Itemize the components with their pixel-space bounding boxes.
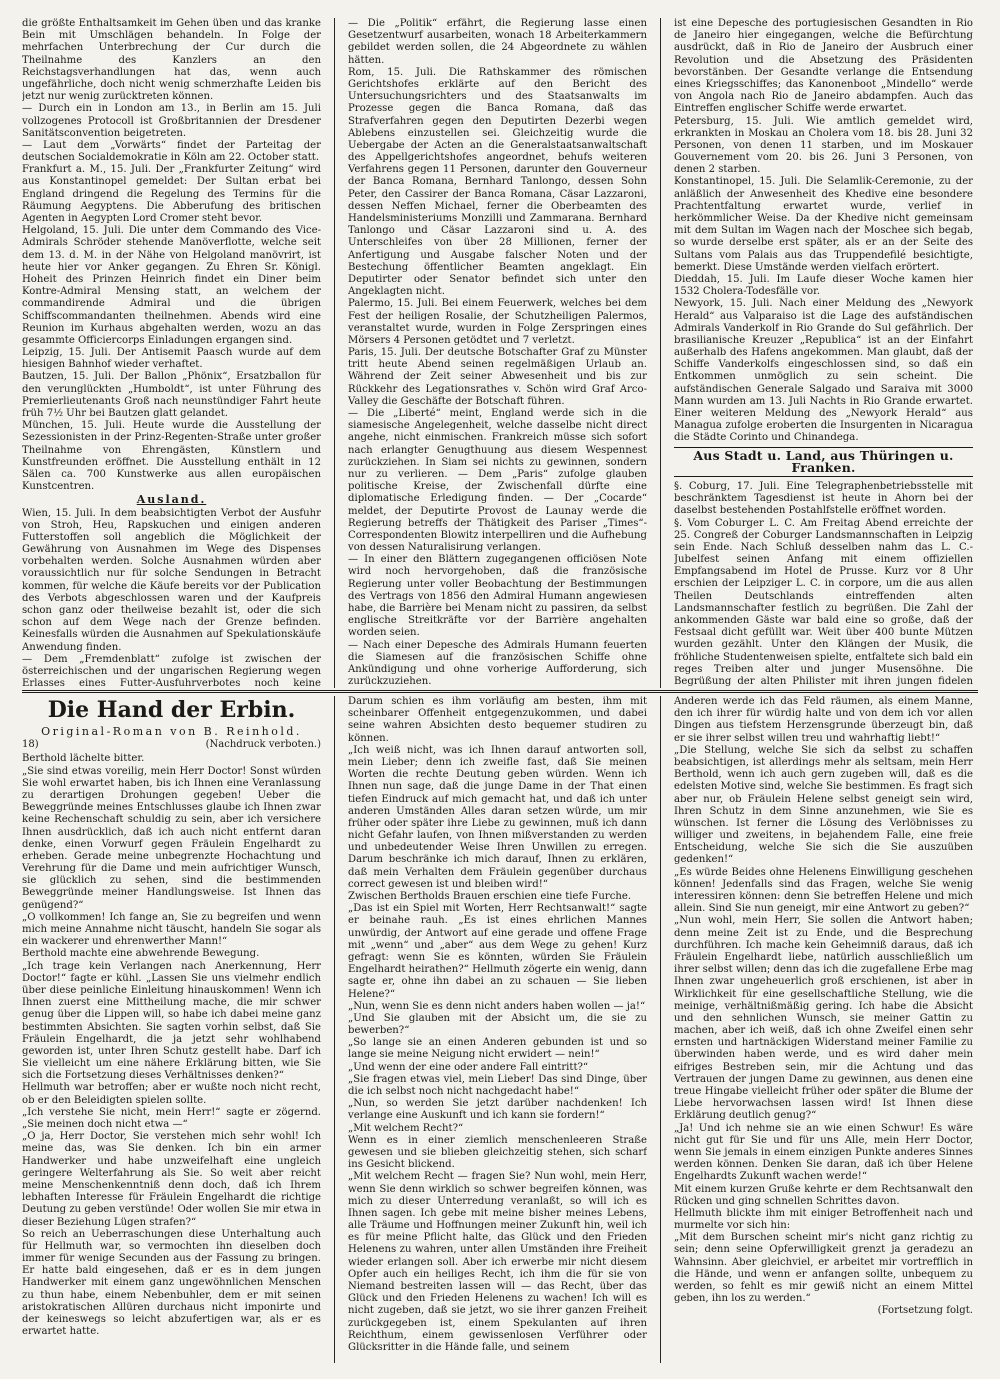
paragraph: Rom, 15. Juli. Die Rathskammer des römischen Gerichtshofes erklärte auf den Bericht des Untersuchungsrichters und des Staatsanwalts im Prozesse gegen die Banca Romana, daß das Strafverfahren gegen den Deputirten Dezerbi wegen Ablebens einzustellen sei. Gleichzeitig wurde die Uebergabe der Acten an die Generalstaatsanwaltschaft des Appellgerichtshofes angeordnet, behufs weiteren Verfahrens gegen 11 Personen, darunter den Gouverneur der Banca Romana, Bernhard Tanlongo, dessen Sohn Peter, den Cassirer der Banca Romana, Cäsar Lazzaroni, dessen Neffen Michael, ferner die Oberbeamten des Handelsministeriums Monzilli und Zammarana. Bernhard Tanlongo und Cäsar Lazzaroni sind u. A. des Unterschleifes von über 28 Millionen, ferner der Anfertigung und Ausgabe falscher Noten und der Bestechung öffentlicher Beamten angeklagt. Ein Deputirter oder Senator befindet sich unter den Angeklagten nicht.	[348, 66, 647, 298]
paragraph: „Ja! Und ich nehme sie an wie einen Schwur! Es wäre nicht gut für Sie und für uns Alle, mein Herr Doctor, wenn Sie jemals in einem einzigen Punkte anderes Sinnes werden können. Denken Sie daran, daß ich über Helene Engelhardts Zukunft wachen werde!“	[674, 1122, 973, 1183]
paragraph: — In einer den Blättern zugegangenen officiösen Note wird noch hervorgehoben, daß die französische Regierung unter voller Beobachtung der Bestimmungen des Vertrags von 1856 den Admiral Humann angewiesen habe, die Barrière bei Menam nicht zu passiren, da selbst englische Streitkräfte vor der Barrière angehalten worden seien.	[348, 554, 647, 639]
news-column-2	[348, 18, 647, 688]
paragraph: Wien, 15. Juli. In dem beabsichtigten Verbot der Ausfuhr von Stroh, Heu, Rapskuchen und einigen anderen Futterstoffen soll angeblich die Möglichkeit der Gewährung von Ausnahmen im Wege des Dispenses vorbehalten werden. Solche Ausnahmen würden aber voraussichtlich nur für solche Sendungen in Betracht kommen, für welche die Käufe bereits vor der Publication des Verbots abgeschlossen waren und der Kaufpreis schon ganz oder theilweise bezahlt ist, oder die sich schon auf dem Wege nach der Grenze befinden. Keinesfalls würden die Ausnahmen auf Spekulationskäufe Anwendung finden.	[22, 507, 321, 653]
paragraph: „Sie fragen etwas viel, mein Lieber! Das sind Dinge, über die ich selbst noch nicht nachgedacht habe!“	[348, 1073, 647, 1097]
paragraph: „Ich verstehe Sie nicht, mein Herr!“ sagte er zögernd. „Sie meinen doch nicht etwa —“	[22, 1106, 321, 1130]
paragraph: Zwischen Bertholds Brauen erschien eine tiefe Furche.	[348, 891, 632, 902]
paragraph: „Das ist ein Spiel mit Worten, Herr Rechtsanwalt!“ sagte er beinahe rauh. „Es ist eines ehrlichen Mannes unwürdig, der Antwort auf eine gerade und offene Frage mit „wenn“ und „aber“ aus dem Wege zu gehen! Kurz gefragt: wenn Sie es könnten, würden Sie Fräulein Engelhardt heirathen?“ Hellmuth zögerte ein wenig, dann sagte er, ohne ihn dabei an zu schauen — Sie lieben Helene?“	[348, 903, 647, 1000]
paragraph: Mit einem kurzen Gruße kehrte er dem Rechtsanwalt den Rücken und ging schnellen Schrittes davon.	[674, 1183, 973, 1207]
paragraph: „Ich weiß nicht, was ich Ihnen darauf antworten soll, mein Lieber; denn ich zweifle fast, daß Sie meinen Worten die rechte Deutung geben würden. Wenn ich Ihnen nun sage, daß die junge Dame in der That einen tiefen Eindruck auf mich gemacht hat, und daß ich unter anderen Umständen Alles daran setzen würde, um mir früher oder später ihre Liebe zu gewinnen, muß ich dann nicht Gefahr laufen, von Ihnen mißverstanden zu werden und unbedeutender Weise Ihren Unwillen zu erregen. Darum beschränke ich mich darauf, Ihnen zu erklären, daß mein Verhalten dem Fräulein gegenüber durchaus correct gewesen ist und bleiben wird!“	[348, 744, 647, 890]
paragraph: „Mit dem Burschen scheint mir's nicht ganz richtig zu sein; denn seine Opferwilligkeit grenzt ja geradezu an Wahnsinn. Aber gleichviel, er arbeitet mir vortrefflich in die Hände, und wenn er anfangen sollte, unbequem zu werden, so fehlt es mir gewiß nicht an einem Mittel geben, ihn los zu werden.“	[674, 1232, 973, 1305]
feuilleton-section	[22, 696, 978, 1361]
paragraph: So reich an Ueberraschungen diese Unterhaltung auch für Hellmuth war, so vermochten ihn dieselben doch immer für wenige Secunden aus der Fassung zu bringen. Er hatte bald eingesehen, daß er es in dem jungen Handwerker mit einem ganz ungewöhnlichen Menschen zu thun habe, einem Nebenbuhler, dem er mit seinen aristokratischen Allüren durchaus nicht imponirte und der keineswegs so leicht abzufertigen war, als er es erwartet hatte.	[22, 1228, 321, 1338]
paragraph: „Und wenn der eine oder andere Fall eintritt?“	[348, 1061, 589, 1073]
paragraph: „Mit welchem Recht — fragen Sie? Nun wohl, mein Herr, wenn Sie denn wirklich so schwer begreifen können, was mich zu dieser Unterredung veranlaßt, so will ich es Ihnen sagen. Ich gebe mit meine bisher meines Lebens, alle Träume und Hoffnungen meiner Zukunft hin, weil ich es für meine Pflicht halte, das Glück und den Frieden Helenens zu wahren, unter allen Umständen ihre Freiheit wieder erlangen soll. Aber ich erwerbe mir nicht diesem Opfer auch ein heiliges Recht, ich ihm die für sie von Niemand bestreiten lassen will — das Recht, über das Glück und den Frieden Helenens zu wachen! Ich will es nicht zugeben, daß sie jetzt, wo sie ihrer ganzen Freiheit zurückgegeben ist, einem Spekulanten auf ihren Reichthum, einem gewissenlosen Verführer oder Glücksritter in die Hände falle, und seinem	[348, 1171, 647, 1353]
paragraph: „Nun, so werden Sie jetzt darüber nachdenken! Ich verlange eine Auskunft und ich kann sie fordern!“	[348, 1098, 647, 1122]
paragraph: Berthold machte eine abwehrende Bewegung.	[22, 948, 260, 960]
column-rule	[334, 18, 335, 688]
news-section	[22, 18, 978, 688]
paragraph: Leipzig, 15. Juli. Der Antisemit Paasch wurde auf dem hiesigen Bahnhof wieder verhaftet.	[22, 347, 321, 371]
column-rule	[660, 696, 661, 1363]
paragraph: Hellmuth blickte ihm mit einiger Betroffenheit nach und murmelte vor sich hin:	[674, 1207, 973, 1232]
installment-number: 18)	[22, 739, 39, 751]
news-column-3	[674, 18, 973, 688]
paragraph: „Sie sind etwas voreilig, mein Herr Doctor! Sonst würden Sie wohl erwartet haben, bis ich Ihnen eine Veranlassung zu derartigen Drohungen gegeben! Ueber die Beweggründe meines Entschlusses glaube ich Ihnen zwar keine Rechenschaft schuldig zu sein, aber ich versichere Ihnen ausdrücklich, daß ich auch nicht entfernt daran denke, einen Vorwurf gegen Fräulein Engelhardt zu erheben. Gerade meine unbegrenzte Hochachtung und Verehrung für die Dame und mein aufrichtiger Wunsch, sie glücklich zu sehen, sind die bestimmenden Beweggründe meiner Handlungsweise. Ist Ihnen das genügend?“	[22, 765, 321, 911]
continuation-note: (Fortsetzung folgt.	[877, 1305, 973, 1317]
paragraph: Paris, 15. Juli. Der deutsche Botschafter Graf zu Münster tritt heute Abend seinen regelmäßigen Urlaub an. Während der Zeit seiner Abwesenheit und bis zur Rückkehr des Legationsrathes v. Schön wird Graf Arco-Valley die Geschäfte der Botschaft führen.	[348, 347, 647, 407]
paragraph: „Nun wohl, mein Herr, Sie sollen die Antwort haben; denn meine Zeit ist zu Ende, und die Besprechung durchführen. Ich mache kein Geheimniß daraus, daß ich Fräulein Engelhardt liebe, natürlich ausschließlich um ihrer selbst willen; denn das ich die zugefallene Erbe mag Ihnen zwar ungeheuerlich groß erschienen, ist aber in Wirklichkeit für eine gesellschaftliche Stellung, wie die meinige, verhältnißmäßig gering. Ich habe die Absicht und den sehnlichen Wunsch, sie meiner Gattin zu machen, aber ich weiß, daß ich ohne Zweifel einen sehr ernsten und hartnäckigen Widerstand meiner Familie zu überwinden haben werde, und es wird daher mein eifriges Bestreben sein, mir die Achtung und das Vertrauen der jungen Dame zu gewinnen, aus denen eine treue Hingabe vielleicht früher oder später die Blume der Liebe hervorwachsen lassen wird! Ist Ihnen diese Erklärung deutlich genug?“	[674, 915, 973, 1122]
paragraph: Anderen werde ich das Feld räumen, als einem Manne, den ich ihrer für würdig halte und von dem ich vor allen Dingen aus tiefstem Herzensgrunde überzeugt bin, daß er sie ihrer selbst willen treu und wahrhaftig liebt!“	[674, 696, 973, 744]
paragraph: Hellmuth war betroffen; aber er wußte noch nicht recht, ob er den Beleidigten spielen sollte.	[22, 1082, 321, 1106]
paragraph: „Die Stellung, welche Sie sich da selbst zu schaffen beabsichtigen, ist allerdings mehr als seltsam, mein Herr Berthold, wenn ich auch gern zugeben will, daß es die edelsten Motive sind, welche Sie bestimmen. Es fragt sich aber nur, ob Fräulein Helene selbst geneigt sein wird, Ihren Schutz in dem Sinne anzunehmen, wie Sie es wünschen. Ist ferner die Lösung des Verlöbnisses zu williger und zweitens, in bejahendem Falle, eine freie Entscheidung, welche Sie sich die Sie auszuüben gedenken!“	[674, 744, 973, 866]
section-heading-local: Aus Stadt u. Land, aus Thüringen u. Franken.	[674, 447, 973, 477]
section-heading-ausland: Ausland.	[136, 493, 207, 507]
paragraph: — Durch ein in London am 13., in Berlin am 15. Juli vollzogenes Protocoll ist Großbritannien der Dresdener Sanitätsconvention beigetreten.	[22, 103, 321, 139]
novel-column-1	[22, 696, 321, 1361]
paragraph: die größte Enthaltsamkeit im Gehen üben und das kranke Bein mit Umschlägen behandeln. In Folge der mehrfachen Unterbrechung der Cur durch die Theilnahme des Kanzlers an den Reichstagsverhandlungen hat das, wenn auch ungefährliche, doch nicht wenig schmerzhafte Leiden bis jetzt nur wenig zurücktreten können.	[22, 18, 321, 103]
paragraph: Palermo, 15. Juli. Bei einem Feuerwerk, welches bei dem Fest der heiligen Rosalie, der Schutzheiligen Palermos, veranstaltet wurde, wurden in Folge Zerspringen eines Mörsers 4 Personen getödtet und 7 verletzt.	[348, 298, 647, 346]
paragraph: — Die „Politik“ erfährt, die Regierung lasse einen Gesetzentwurf ausarbeiten, wonach 18 Arbeiterkammern gebildet werden sollen, die 24 Abgeordnete zu wählen hätten.	[348, 18, 647, 66]
paragraph: §. Coburg, 17. Juli. Eine Telegraphenbetriebsstelle mit beschränktem Tagesdienst ist heute in Ahorn bei der daselbst bestehenden Postahlfstelle eröffnet worden.	[674, 480, 973, 517]
paragraph: Konstantinopel, 15. Juli. Die Selamlik-Ceremonie, zu der anläßlich der Anwesenheit des Khedive eine besondere Prachtentfaltung erwartet wurde, verlief in herkömmlicher Weise. Da der Khedive nicht gemeinsam mit dem Sultan im Wagen nach der Moschee sich begab, so wurde derselbe erst später, als er an der Seite des Sultans vom Palais aus das Truppendefilé besichtigte, bemerkt. Diese Umstände werden vielfach erörtert.	[674, 176, 973, 273]
paragraph: Helgoland, 15. Juli. Die unter dem Commando des Vice-Admirals Schröder stehende Manöverflotte, welche seit dem 13. d. M. in der Nähe von Helgoland manövrirt, ist heute hier vor Anker gegangen. Zu Ehren Sr. Königl. Hoheit des Prinzen Heinrich findet ein Diner beim Kontre-Admiral Mensing statt, an welchem der commandirende Admiral und die übrigen Schiffscommandanten theilnehmen. Abends wird eine Reunion im Kurhaus abgehalten werden, wozu an das gesammte Officiercorps Einladungen ergangen sind.	[22, 225, 321, 346]
paragraph: ist eine Depesche des portugiesischen Gesandten in Rio de Janeiro hier eingegangen, welche die Befürchtung ausdrückt, daß in Rio de Janeiro der Ausbruch einer Revolution und die Absetzung des Präsidenten bevorstänben. Der Gesandte verlange die Entsendung eines Kriegsschiffes; das Kanonenboot „Mindello“ werde von Angola nach Rio de Janeiro abdampfen. Auch das Eintreffen englischer Schiffe werde erwartet.	[674, 18, 973, 115]
paragraph: „Mit welchem Recht?“	[348, 1122, 464, 1134]
paragraph: Wenn es in einer ziemlich menschenleeren Straße gewesen und sie blieben gleichzeitig stehen, sich scharf ins Gesicht blickend.	[348, 1134, 647, 1171]
paragraph: „Es würde Beides ohne Helenens Einwilligung geschehen können! Jedenfalls sind das Fragen, welche Sie wenig interessiren können: denn Sie betreffen Helene und mich allein. Sind Sie nun geneigt, mir eine Antwort zu geben?“	[674, 866, 973, 915]
feuilleton-divider	[22, 690, 978, 693]
paragraph: München, 15. Juli. Heute wurde die Ausstellung der Sezessionisten in der Prinz-Regenten-Straße unter großer Theilnahme von Ehrengästen, Künstlern und Kunstfreunden eröffnet. Die Ausstellung enthält in 12 Sälen ca. 700 Kunstwerke aus allen europäischen Kunstcentren.	[22, 420, 321, 493]
column-rule	[660, 18, 661, 688]
newspaper-page	[22, 18, 978, 1363]
paragraph: „Ich trage kein Verlangen nach Anerkennung, Herr Doctor!“ fagte er kühl. „Lassen Sie uns vielmehr endlich über diese peinliche Einleitung hinauskommen! Wenn ich Ihnen zuerst eine Mittheilung mache, die mir schwer genug über die Lippen will, so habe ich dabei meine ganz bestimmten Absichten. Sie sagten vorhin selbst, daß Sie Fräulein Engelhardt, die ja jetzt sehr wohlhabend geworden ist, unter Ihren Schutz gestellt habe. Darf ich Sie vielleicht um eine nähere Erklärung bitten, wie Sie sich die Fortsetzung dieses Verhältnisses denken?“	[22, 960, 321, 1082]
novel-column-3	[674, 696, 973, 1361]
novel-column-2	[348, 696, 647, 1361]
column-rule	[334, 696, 335, 1363]
paragraph: — Die „Liberté“ meint, England werde sich in die siamesische Angelegenheit, welche dasselbe nicht direct angehe, nicht einmischen. Frankreich müsse sich sofort nach erlangter Genugthuung aus diesem Wespennest zurückziehen. In Siam sei nichts zu gewinnen, sondern nur zu verlieren. — Dem „Paris“ zufolge glauben politische Kreise, der Zwischenfall dürfte eine diplomatische Erledigung finden. — Der „Cocarde“ meldet, der Deputirte Provost de Launay werde die Regierung betreffs der Thätigkeit des Pariser „Times“-Correspondenten Blowitz interpelliren und die Aufhebung von dessen Naturalisirung verlangen.	[348, 408, 647, 554]
paragraph: — Nach einer Depesche des Admirals Humann feuerten die Siamesen auf die französischen Schiffe ohne Ankündigung und ohne vorherige Aufforderung, sich zurückzuziehen.	[348, 639, 647, 688]
novel-meta	[22, 739, 321, 751]
paragraph: Frankfurt a. M., 15. Juli. Der „Frankfurter Zeitung“ wird aus Konstantinopel gemeldet: Der Sultan erbat bei England dringend die Regelung des Termins für die Räumung Aegyptens. Die Abberufung des britischen Agenten in Aegypten Lord Cromer steht bevor.	[22, 164, 321, 224]
paragraph: „So lange sie an einen Anderen gebunden ist und so lange sie meine Neigung nicht erwidert — nein!“	[348, 1037, 647, 1061]
novel-title: Die Hand der Erbin.	[47, 697, 296, 723]
paragraph: Newyork, 15. Juli. Nach einer Meldung des „Newyork Herald“ aus Valparaiso ist die Lage des aufständischen Admirals Vanderkolf in Rio Grande do Sul gefährlich. Der brasilianische Kreuzer „Republica“ ist an der Einfahrt außerhalb des Hafens angekommen. Man glaubt, daß der Schiffe Vanderkolfs eingeschlossen sind, so daß ein Entkommen unmöglich zu sein scheint. Die aufständischen Generale Salgado und Saraiva mit 3000 Mann wurden am 13. Juli Nachts in Rio Grande erwartet. Einer weiteren Meldung des „Newyork Herald“ aus Managua zufolge eroberten die Insurgenten in Nicaragua die Städte Corinto und Chinandega.	[674, 298, 973, 444]
paragraph: Bautzen, 15. Juli. Der Ballon „Phönix“, Ersatzballon für den verunglückten „Humboldt“, ist unter Führung des Premierlieutenants Groß nach neunstündiger Fahrt heute früh 7½ Uhr bei Bautzen glatt gelandet.	[22, 371, 321, 419]
novel-subtitle: Original-Roman von B. Reinhold.	[41, 725, 302, 738]
paragraph: „Nun, wenn Sie es denn nicht anders haben wollen — ja!“	[348, 1000, 646, 1012]
paragraph: — Dem „Fremdenblatt“ zufolge ist zwischen der österreichischen und der ungarischen Regierung wegen Erlasses eines Futter-Ausfuhrverbotes noch keine	[22, 653, 321, 688]
paragraph: „O ja, Herr Doctor, Sie verstehen mich sehr wohl! Ich meine das, was Sie denken. Ich bin ein armer Handwerker und habe unzweifelhaft eine ungleich geringere Welterfahrung als Sie. So weit aber reicht meine Menschenkenntniß denn doch, daß ich Ihrem lebhaften Interesse für Fräulein Engelhardt die richtige Deutung zu geben verstünde! Oder wollen Sie mir etwa in dieser Beziehung Lügen strafen?“	[22, 1131, 321, 1228]
paragraph: §. Vom Coburger L. C. Am Freitag Abend erreichte der 25. Congreß der Coburger Landsmannschaften in Leipzig sein Ende. Nach Schluß desselben nahm das L. C.-Jubelfest seinen Anfang mit einem offiziellen Empfangsabend im Hotel de Prusse. Kurz vor 8 Uhr erschien der Leipziger L. C. in corpore, um die aus allen Theilen Deutschlands eintreffenden alten Landsmannschafter festlich zu begrüßen. Die Zahl der ankommenden Gäste war bald eine so große, daß der Festsaal dicht gefüllt war. Weit über 400 bunte Mützen wurden gezählt. Unter den Klängen der Musik, die fröhliche Studentenweisen spielte, entfaltete sich bald ein reges Treiben alter und junger Musensöhne. Die Begrüßung der alten Philister mit ihren jungen fidelen	[674, 517, 973, 687]
paragraph: Dieddah, 15. Juli. Im Laufe dieser Woche kamen hier 1532 Cholera-Todesfälle vor.	[674, 273, 973, 298]
news-column-1	[22, 18, 321, 688]
paragraph: Berthold lächelte bitter.	[22, 753, 145, 765]
paragraph: Petersburg, 15. Juli. Wie amtlich gemeldet wird, erkrankten in Moskau an Cholera vom 18. bis 28. Juni 32 Personen, von denen 11 starben, und im Moskauer Gouvernement vom 20. bis 26. Juni 3 Personen, von denen 2 starben.	[674, 115, 973, 176]
paragraph: „Und Sie glauben mit der Absicht um, die sie zu bewerben?“	[348, 1012, 647, 1037]
paragraph: „O vollkommen! Ich fange an, Sie zu begreifen und wenn mich meine Annahme nicht täuscht, handeln Sie sogar als ein wackerer und ehrenwerther Mann!“	[22, 911, 321, 948]
paragraph: Darum schien es ihm vorläufig am besten, ihm mit scheinbarer Offenheit entgegenzukommen, und dabei seine wahren Absichten desto bequemer studiren zu können.	[348, 696, 647, 744]
copyright-notice: (Nachdruck verboten.)	[205, 739, 321, 751]
paragraph: — Laut dem „Vorwärts“ findet der Parteitag der deutschen Socialdemokratie in Köln am 22. October statt.	[22, 139, 321, 164]
